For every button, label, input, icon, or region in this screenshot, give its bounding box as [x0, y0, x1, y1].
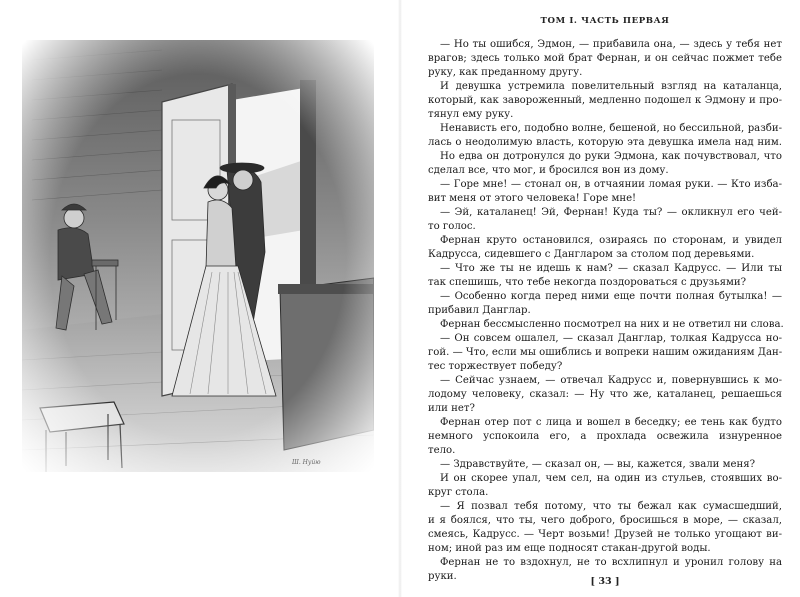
text-line: и я боялся, что ты, чего доброго, бросишься в море, — сказал,	[428, 515, 782, 526]
text-line: — Горе мне! — стонал он, в отчаянии ломая руки. — Кто избa-	[440, 179, 782, 190]
illustration-engraving	[22, 40, 374, 472]
text-line: лодому человеку, сказал: — Ну что же, каталанец, решаешься	[428, 389, 782, 400]
text-line: — Сейчас узнаем, — отвечал Кадрусс и, повернувшись к мо-	[440, 375, 782, 386]
text-line: так спешишь, что тебе некогда поздороваться с друзьями?	[428, 277, 747, 288]
text-line: то голос.	[428, 221, 476, 232]
text-line: — Особенно когда перед ними еще почти полная бутылка! —	[440, 291, 782, 302]
text-line: ном; иной раз им еще подносят стакан-другой воды.	[428, 543, 711, 554]
text-line: лась о неодолимую власть, которую эта девушка имела над ним.	[428, 137, 782, 148]
text-page	[428, 0, 782, 597]
text-line: руки.	[428, 571, 457, 582]
text-line: гой. — Что, если мы ошиблись и вопреки нашим ожиданиям Дан-	[428, 347, 783, 358]
text-line: Кадрусса, сидевшего с Дангларом за столом под деревьями.	[428, 249, 755, 260]
text-line: Ненависть его, подобно волне, бешеной, но бессильной, разби-	[440, 123, 782, 134]
text-line: И девушка устремила повелительный взгляд на каталанца,	[440, 81, 782, 92]
text-line: или нет?	[428, 403, 475, 414]
text-line: врагов; здесь только мой брат Фернан, и он сейчас пожмет тебе	[428, 53, 782, 64]
text-line: Фернан отер пот с лица и вошел в беседку; ее тень как будто	[440, 417, 782, 428]
text-line: тес торжествует победу?	[428, 361, 563, 372]
text-line: — Он совсем ошалел, — сказал Данглар, толкая Кадрусса но-	[440, 333, 782, 344]
text-line: — Эй, каталанец! Эй, Фернан! Куда ты? — окликнул его чей-	[440, 207, 782, 218]
text-line: который, как завороженный, медленно подошел к Эдмону и про-	[428, 95, 782, 106]
text-line: И он скорее упал, чем сел, на один из стульев, стоявших во-	[440, 473, 782, 484]
text-line: сделал все, что мог, и бросился вон из дому.	[428, 165, 669, 176]
text-line: — Но ты ошибся, Эдмон, — прибавила она, — здесь у тебя нет	[440, 39, 782, 50]
text-line: — Что же ты не идешь к нам? — сказал Кадрусс. — Или ты	[440, 263, 782, 274]
svg-text:Ш. Нуйю: Ш. Нуйю	[292, 459, 321, 466]
book-gutter	[398, 0, 402, 597]
text-line: прибавил Данглар.	[428, 305, 531, 316]
text-line: круг стола.	[428, 487, 489, 498]
body-text	[428, 38, 782, 584]
text-line: смеясь, Кадрусс. — Черт возьми! Друзей не только угощают ви-	[428, 529, 782, 540]
text-line: тело.	[428, 445, 456, 456]
text-line: Фернан бессмысленно посмотрел на них и не ответил ни слова.	[440, 319, 784, 330]
text-line: Фернан не то вздохнул, не то всхлипнул и уронил голову на	[440, 557, 782, 568]
text-line: вит меня от этого человека! Горе мне!	[428, 193, 637, 204]
text-line: тянул ему руку.	[428, 109, 514, 120]
text-line: руку, как преданному другу.	[428, 67, 583, 78]
text-line: немного успокоила его, а прохлада освежила изнуренное	[428, 431, 782, 442]
text-line: Но едва он дотронулся до руки Эдмона, как почувствовал, что	[440, 151, 782, 162]
page-number: [ 33 ]	[590, 576, 620, 587]
text-line: — Я позвал тебя потому, что ты бежал как сумасшедший,	[440, 501, 782, 512]
text-line: Фернан круто остановился, озираясь по сторонам, и увидел	[440, 235, 782, 246]
running-head: ТОМ I. ЧАСТЬ ПЕРВАЯ	[540, 16, 670, 26]
text-line: — Здравствуйте, — сказал он, — вы, кажется, звали меня?	[440, 459, 756, 470]
engraving-image	[22, 40, 374, 472]
